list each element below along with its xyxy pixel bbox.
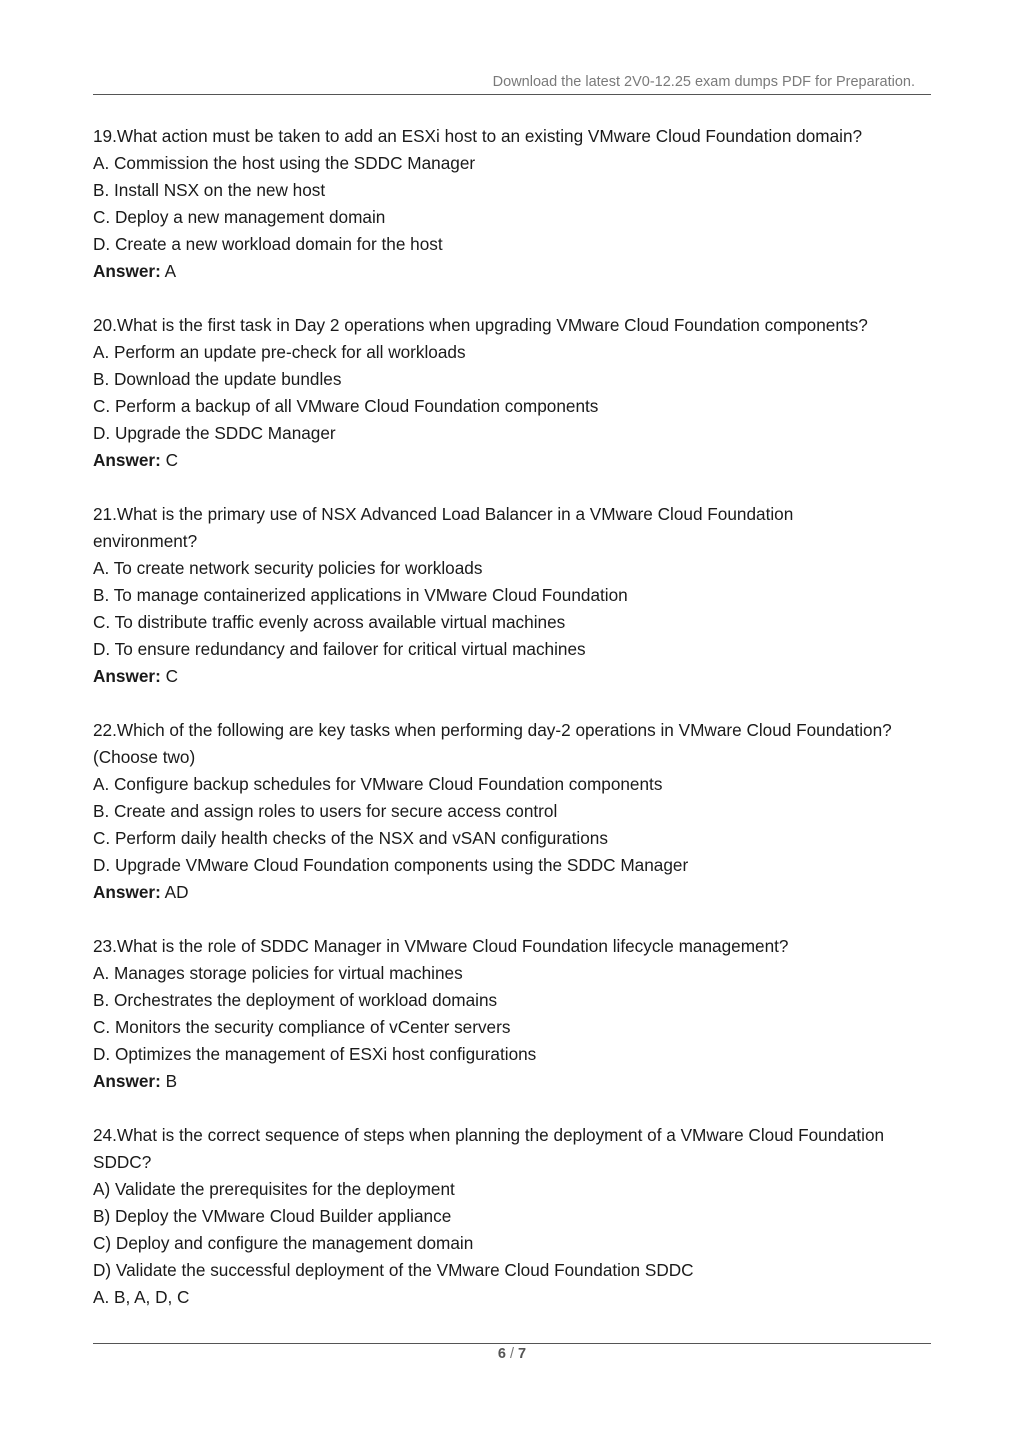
question-text: 21.What is the primary use of NSX Advanced Load Balancer in a VMware Cloud Foundation: [93, 504, 794, 524]
question-text: 19.What action must be taken to add an ESXi host to an existing VMware Cloud Foundation domain?: [93, 126, 863, 146]
option-c: C. Perform daily health checks of the NSX and vSAN configurations: [93, 828, 608, 848]
question-text-continued: SDDC?: [93, 1152, 152, 1172]
step-b: B) Deploy the VMware Cloud Builder appliance: [93, 1206, 452, 1226]
question-23: [93, 933, 938, 1095]
option-c: C. Perform a backup of all VMware Cloud Foundation components: [93, 396, 599, 416]
option-a: A. Manages storage policies for virtual machines: [93, 963, 463, 983]
option-a: A. To create network security policies for workloads: [93, 558, 483, 578]
answer-value: B: [160, 1071, 178, 1091]
option-a: A. Commission the host using the SDDC Manager: [93, 153, 476, 173]
option-d: D. Optimizes the management of ESXi host configurations: [93, 1044, 537, 1064]
answer-label: Answer:: [93, 1071, 161, 1091]
option-c: C. Monitors the security compliance of vCenter servers: [93, 1017, 511, 1037]
option-d: D. Create a new workload domain for the host: [93, 234, 443, 254]
answer-line: [93, 258, 938, 285]
option-b: B. Download the update bundles: [93, 369, 342, 389]
option-c: C. To distribute traffic evenly across available virtual machines: [93, 612, 566, 632]
answer-line: [93, 879, 938, 906]
question-text: 23.What is the role of SDDC Manager in VMware Cloud Foundation lifecycle management?: [93, 936, 789, 956]
option-d: D. Upgrade the SDDC Manager: [93, 423, 336, 443]
answer-value: C: [160, 666, 178, 686]
question-21: [93, 501, 938, 690]
option-b: B. To manage containerized applications in VMware Cloud Foundation: [93, 585, 628, 605]
question-22: [93, 717, 938, 906]
question-19: [93, 123, 938, 285]
question-text-continued: (Choose two): [93, 747, 196, 767]
option-c: C. Deploy a new management domain: [93, 207, 386, 227]
question-text: 20.What is the first task in Day 2 operations when upgrading VMware Cloud Foundation components?: [93, 315, 868, 335]
option-b: B. Orchestrates the deployment of workload domains: [93, 990, 498, 1010]
answer-line: [93, 447, 938, 474]
page-header: [93, 72, 931, 95]
question-24: [93, 1122, 938, 1311]
answer-line: [93, 1068, 938, 1095]
total-pages: 7: [518, 1346, 527, 1362]
answer-label: Answer:: [93, 261, 161, 281]
question-text: 22.Which of the following are key tasks when performing day-2 operations in VMware Cloud Foundation?: [93, 720, 892, 740]
step-a: A) Validate the prerequisites for the deployment: [93, 1179, 455, 1199]
option-d: D. Upgrade VMware Cloud Foundation components using the SDDC Manager: [93, 855, 689, 875]
answer-value: A: [160, 261, 177, 281]
option-b: B. Create and assign roles to users for secure access control: [93, 801, 558, 821]
answer-line: [93, 663, 938, 690]
answer-value: AD: [160, 882, 189, 902]
questions-content: [93, 123, 938, 1338]
page-separator: /: [505, 1346, 519, 1362]
option-a: A. Configure backup schedules for VMware Cloud Foundation components: [93, 774, 663, 794]
answer-label: Answer:: [93, 666, 161, 686]
answer-value: C: [160, 450, 178, 470]
current-page: 6: [497, 1346, 506, 1362]
page-number: [93, 1346, 931, 1362]
step-d: D) Validate the successful deployment of the VMware Cloud Foundation SDDC: [93, 1260, 694, 1280]
question-text-continued: environment?: [93, 531, 198, 551]
option-a: A. Perform an update pre-check for all workloads: [93, 342, 466, 362]
answer-label: Answer:: [93, 450, 161, 470]
option-a: A. B, A, D, C: [93, 1287, 190, 1307]
question-20: [93, 312, 938, 474]
option-d: D. To ensure redundancy and failover for critical virtual machines: [93, 639, 586, 659]
question-text: 24.What is the correct sequence of steps when planning the deployment of a VMware Cloud Foundation: [93, 1125, 885, 1145]
header-text: Download the latest 2V0-12.25 exam dumps PDF for Preparation.: [492, 74, 915, 90]
option-b: B. Install NSX on the new host: [93, 180, 326, 200]
page-footer: [93, 1343, 931, 1362]
answer-label: Answer:: [93, 882, 161, 902]
step-c: C) Deploy and configure the management domain: [93, 1233, 474, 1253]
